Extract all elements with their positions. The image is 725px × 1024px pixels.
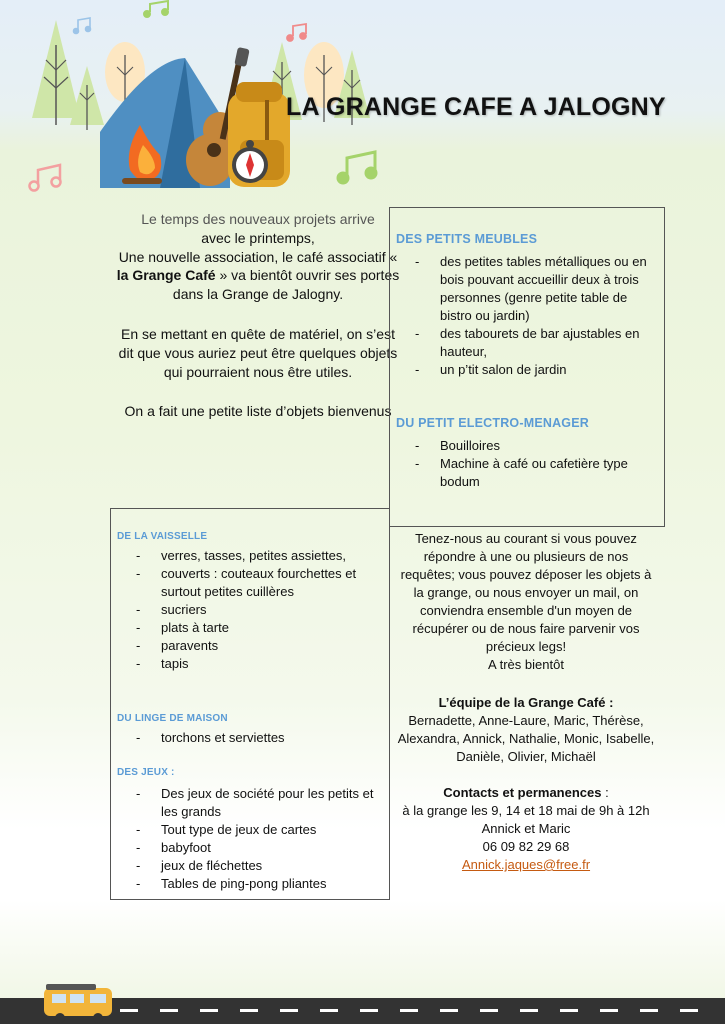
music-note-icon [338,152,376,183]
contacts-heading: Contacts et permanences [443,785,602,800]
phone-number: 06 09 82 29 68 [482,839,570,854]
list-item: - Bouilloires [390,437,660,455]
list-item: - babyfoot [111,839,385,857]
contact-block [396,530,656,874]
tableware-games-box [110,508,390,900]
music-note-icon [30,165,61,191]
intro-paragraph-2: En se mettant en quête de matériel, on s’est dit que vous auriez peut être quelques objets qui pourraient nous être utiles. [118,325,398,380]
furniture-list [390,253,660,379]
electro-list [390,437,660,491]
intro-line-2: avec le printemps, [201,229,315,246]
tree-icon [32,20,80,125]
intro-rest-a: Une nouvelle association, le café associatif « [118,248,398,265]
music-note-icon [144,1,168,17]
list-item: - verres, tasses, petites assiettes, [111,547,385,565]
list-item: - Tout type de jeux de cartes [111,821,385,839]
intro-line-1: Le temps des nouveaux projets arrive [141,211,375,227]
list-item: - torchons et serviettes [111,729,385,747]
team-heading: L’équipe de la Grange Café : [438,695,614,710]
email-link[interactable]: Annick.jaques@free.fr [461,857,591,872]
list-item: - couverts : couteaux fourchettes et surtout petites cuillères [111,565,385,601]
list-item: - jeux de fléchettes [111,857,385,875]
section-heading-linen: DU LINGE DE MAISON [117,713,228,724]
furniture-electro-box [389,207,665,527]
list-item: - Machine à café ou cafetière type bodum [390,455,660,491]
section-heading-tableware: DE LA VAISSELLE [117,531,208,542]
section-heading-furniture: DES PETITS MEUBLES [396,232,538,246]
team-members: Bernadette, Anne-Laure, Maric, Thérèse, Alexandra, Annick, Nathalie, Monic, Isabelle, Danièle, Olivier, Michaël [397,713,655,764]
contacts-colon: : [601,785,609,800]
list-item: - des tabourets de bar ajustables en hauteur, [390,325,660,361]
list-item: - des petites tables métalliques ou en bois pouvant accueillir deux à trois personnes (genre petite table de bistro ou jardin) [390,253,660,325]
list-item: - paravents [111,637,385,655]
van-icon [40,982,120,1024]
intro-paragraph-3: On a fait une petite liste d’objets bienvenus [124,403,392,420]
intro-rest-b: » va bientôt ouvrir ses portes dans la Grange de Jalogny. [172,267,400,303]
music-note-icon [287,24,306,41]
section-heading-electro: DU PETIT ELECTRO-MENAGER [396,416,589,430]
games-list [111,785,385,893]
list-item: - plats à tarte [111,619,385,637]
section-heading-games: DES JEUX : [117,767,175,778]
cafe-name: la Grange Café [116,267,216,284]
list-item: - sucriers [111,601,385,619]
list-item: - tapis [111,655,385,673]
farewell: A très bientôt [488,657,564,672]
list-item: - Des jeux de société pour les petits et les grands [111,785,385,821]
linen-list [111,729,385,747]
list-item: - Tables de ping-pong pliantes [111,875,385,893]
list-item: - un p’tit salon de jardin [390,361,660,379]
contact-message: Tenez-nous au courant si vous pouvez répondre à une ou plusieurs de nos requêtes; vous pouvez déposer les objets à la grange, ou nous envoyer un mail, on conviendra ensemble d'un moyen de récupérer ou de nous faire parvenir vos précieux legs! [400,531,652,654]
page-title: LA GRANGE CAFE A JALOGNY [286,93,666,121]
intro-text [112,210,404,442]
music-note-icon [74,18,91,34]
contact-names: Annick et Maric [481,821,571,836]
schedule: à la grange les 9, 14 et 18 mai de 9h à 12h [402,803,650,818]
tableware-list [111,547,385,673]
